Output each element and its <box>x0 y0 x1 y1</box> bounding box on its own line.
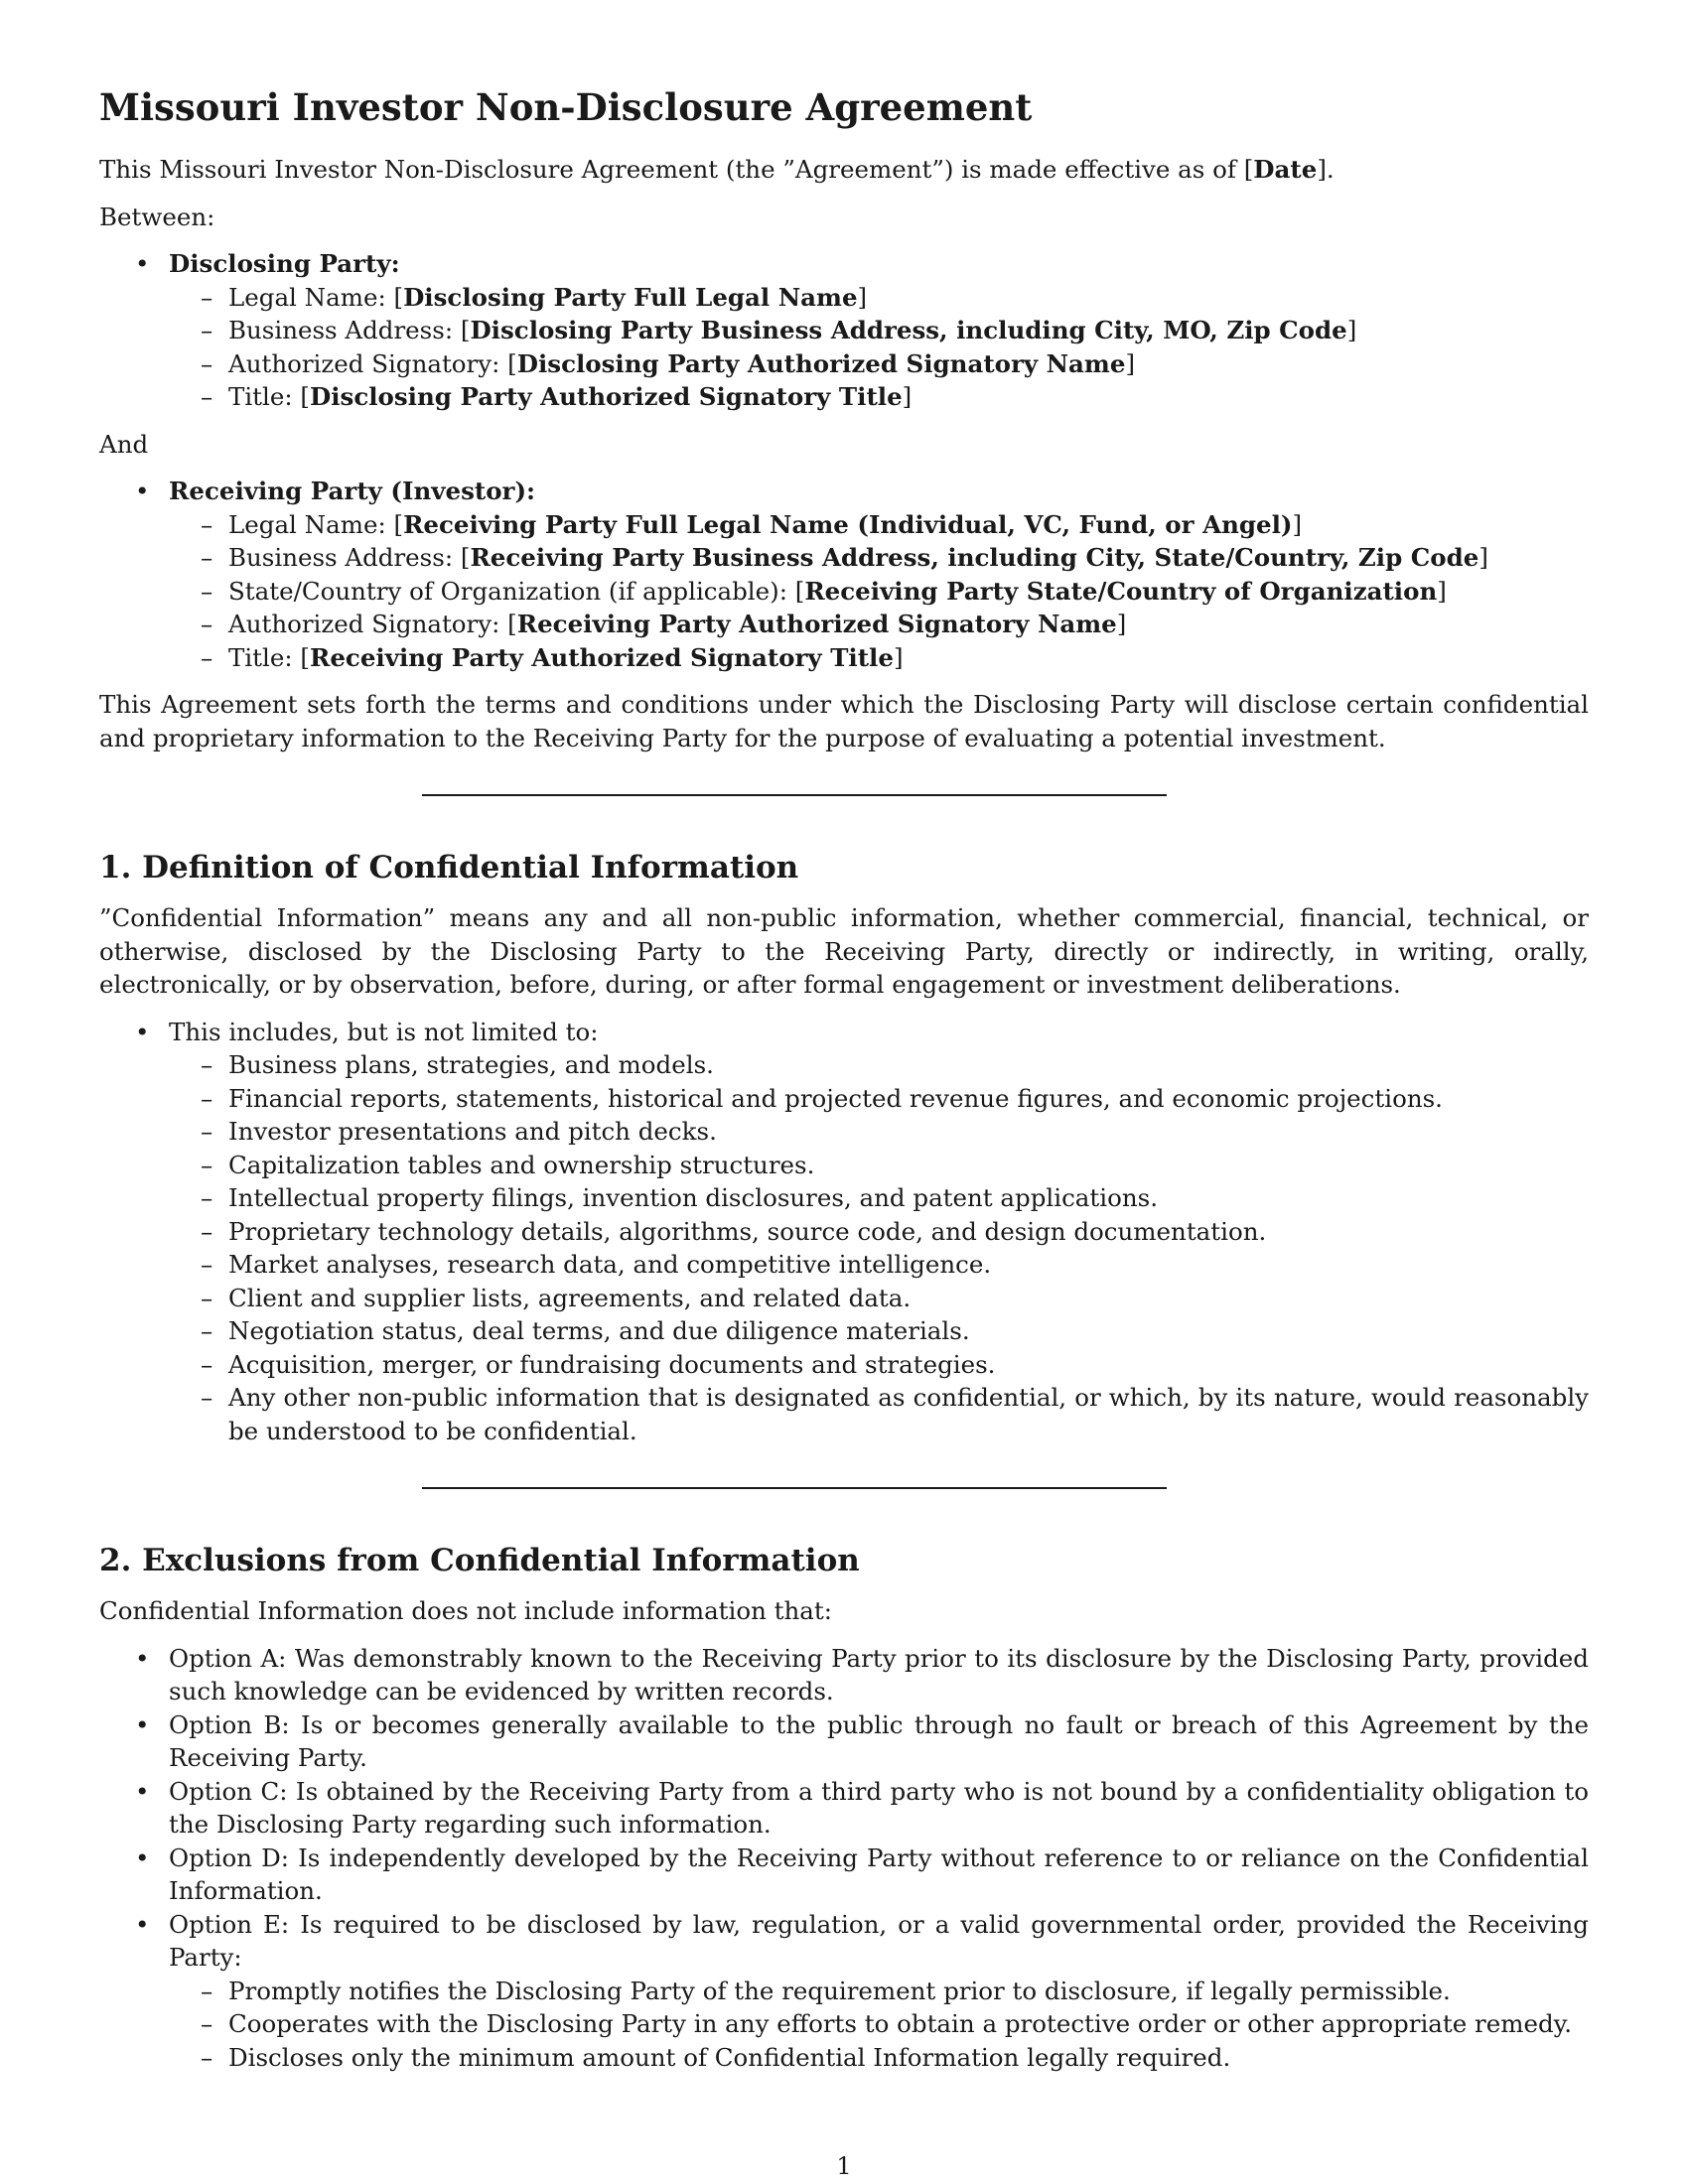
list-item: – Intellectual property filings, invention disclosures, and patent applications. <box>169 1181 1589 1215</box>
option-a: • Option A: Was demonstrably known to the Receiving Party prior to its disclosure by the Disclosing Party, provided such knowledge can be evidenced by written records. <box>99 1642 1589 1708</box>
section-1-heading: 1. Definition of Confidential Information <box>99 850 799 886</box>
section-divider <box>422 794 1167 796</box>
page-number: 1 <box>836 2152 852 2180</box>
list-item: – Discloses only the minimum amount of Confidential Information legally required. <box>169 2041 1589 2075</box>
disclosing-legal-name: – Legal Name: [Disclosing Party Full Legal Name] <box>169 281 1589 315</box>
document-title: Missouri Investor Non-Disclosure Agreement <box>99 85 1033 129</box>
section-2-lead: Confidential Information does not include information that: <box>99 1596 833 1625</box>
receiving-state-country: – State/Country of Organization (if applicable): [Receiving Party State/Country of Organization] <box>169 575 1589 609</box>
receiving-party-heading: Receiving Party (Investor): <box>169 477 536 505</box>
disclosing-title: – Title: [Disclosing Party Authorized Signatory Title] <box>169 380 1589 414</box>
section-1-lead-item <box>99 1016 1589 1448</box>
section-1-examples <box>169 1048 1589 1447</box>
list-item: – Promptly notifies the Disclosing Party of the requirement prior to disclosure, if legally permissible. <box>169 1975 1589 2008</box>
option-c: • Option C: Is obtained by the Receiving Party from a third party who is not bound by a confidentiality obligation to the Disclosing Party regarding such information. <box>99 1775 1589 1842</box>
section-2-heading: 2. Exclusions from Confidential Information <box>99 1543 860 1578</box>
receiving-party-list <box>99 475 1589 674</box>
section-2-options <box>99 1642 1589 2075</box>
disclosing-party-list <box>99 247 1589 414</box>
document-page <box>99 83 1589 2088</box>
disclosing-party-item <box>99 247 1589 414</box>
list-item: – Cooperates with the Disclosing Party in any efforts to obtain a protective order or other appropriate remedy. <box>169 2007 1589 2041</box>
receiving-title: – Title: [Receiving Party Authorized Signatory Title] <box>169 641 1589 675</box>
and-label: And <box>99 429 149 459</box>
intro-prefix: This Missouri Investor Non-Disclosure Agreement (the ”Agreement”) is made effective as of [ <box>99 155 1254 184</box>
list-item: – Proprietary technology details, algorithms, source code, and design documentation. <box>169 1215 1589 1249</box>
date-placeholder: Date <box>1253 155 1318 184</box>
disclosing-business-address: – Business Address: [Disclosing Party Business Address, including City, MO, Zip Code] <box>169 314 1589 347</box>
receiving-business-address: – Business Address: [Receiving Party Business Address, including City, State/Country, Zip Code] <box>169 541 1589 575</box>
option-d: • Option D: Is independently developed by the Receiving Party without reference to or reliance on the Confidential Information. <box>99 1842 1589 1908</box>
list-item: – Investor presentations and pitch decks. <box>169 1115 1589 1149</box>
list-item: – Any other non-public information that is designated as confidential, or which, by its nature, would reasonably be understood to be confidential. <box>169 1381 1589 1447</box>
list-item: – Capitalization tables and ownership structures. <box>169 1149 1589 1182</box>
receiving-legal-name: – Legal Name: [Receiving Party Full Legal Name (Individual, VC, Fund, or Angel)] <box>169 508 1589 542</box>
purpose-paragraph: This Agreement sets forth the terms and conditions under which the Disclosing Party will disclose certain confidential and proprietary information to the Receiving Party for the purpose of evaluating a potential investment. <box>99 690 1589 752</box>
intro-suffix: ]. <box>1317 155 1335 184</box>
option-b: • Option B: Is or becomes generally available to the public through no fault or breach of this Agreement by the Receiving Party. <box>99 1708 1589 1775</box>
list-item: – Business plans, strategies, and models. <box>169 1048 1589 1082</box>
intro-paragraph <box>99 153 1589 187</box>
option-e <box>99 1908 1589 2075</box>
list-item: – Client and supplier lists, agreements, and related data. <box>169 1282 1589 1315</box>
disclosing-authorized-signatory: – Authorized Signatory: [Disclosing Party Authorized Signatory Name] <box>169 347 1589 381</box>
section-1-lead: This includes, but is not limited to: <box>169 1017 599 1046</box>
section-1-list <box>99 1016 1589 1448</box>
receiving-party-item <box>99 475 1589 674</box>
section-divider <box>422 1487 1167 1489</box>
disclosing-party-heading: Disclosing Party: <box>169 249 400 278</box>
disclosing-party-fields <box>169 281 1589 414</box>
option-e-text: Option E: Is required to be disclosed by law, regulation, or a valid governmental order, provided the Receiving Party: <box>169 1909 1589 1972</box>
option-e-conditions <box>169 1975 1589 2075</box>
between-label: Between: <box>99 202 215 231</box>
list-item: – Market analyses, research data, and competitive intelligence. <box>169 1248 1589 1282</box>
list-item: – Negotiation status, deal terms, and due diligence materials. <box>169 1314 1589 1348</box>
list-item: – Acquisition, merger, or fundraising documents and strategies. <box>169 1348 1589 1382</box>
list-item: – Financial reports, statements, historical and projected revenue figures, and economic projections. <box>169 1082 1589 1116</box>
section-1-body: ”Confidential Information” means any and all non-public information, whether commercial, financial, technical, or otherwise, disclosed by the Disclosing Party to the Receiving Party, directly or indirectly, in writing, orally, electronically, or by observation, before, during, or after formal engagement or investment deliberations. <box>99 903 1589 999</box>
receiving-authorized-signatory: – Authorized Signatory: [Receiving Party Authorized Signatory Name] <box>169 608 1589 641</box>
receiving-party-fields <box>169 508 1589 675</box>
